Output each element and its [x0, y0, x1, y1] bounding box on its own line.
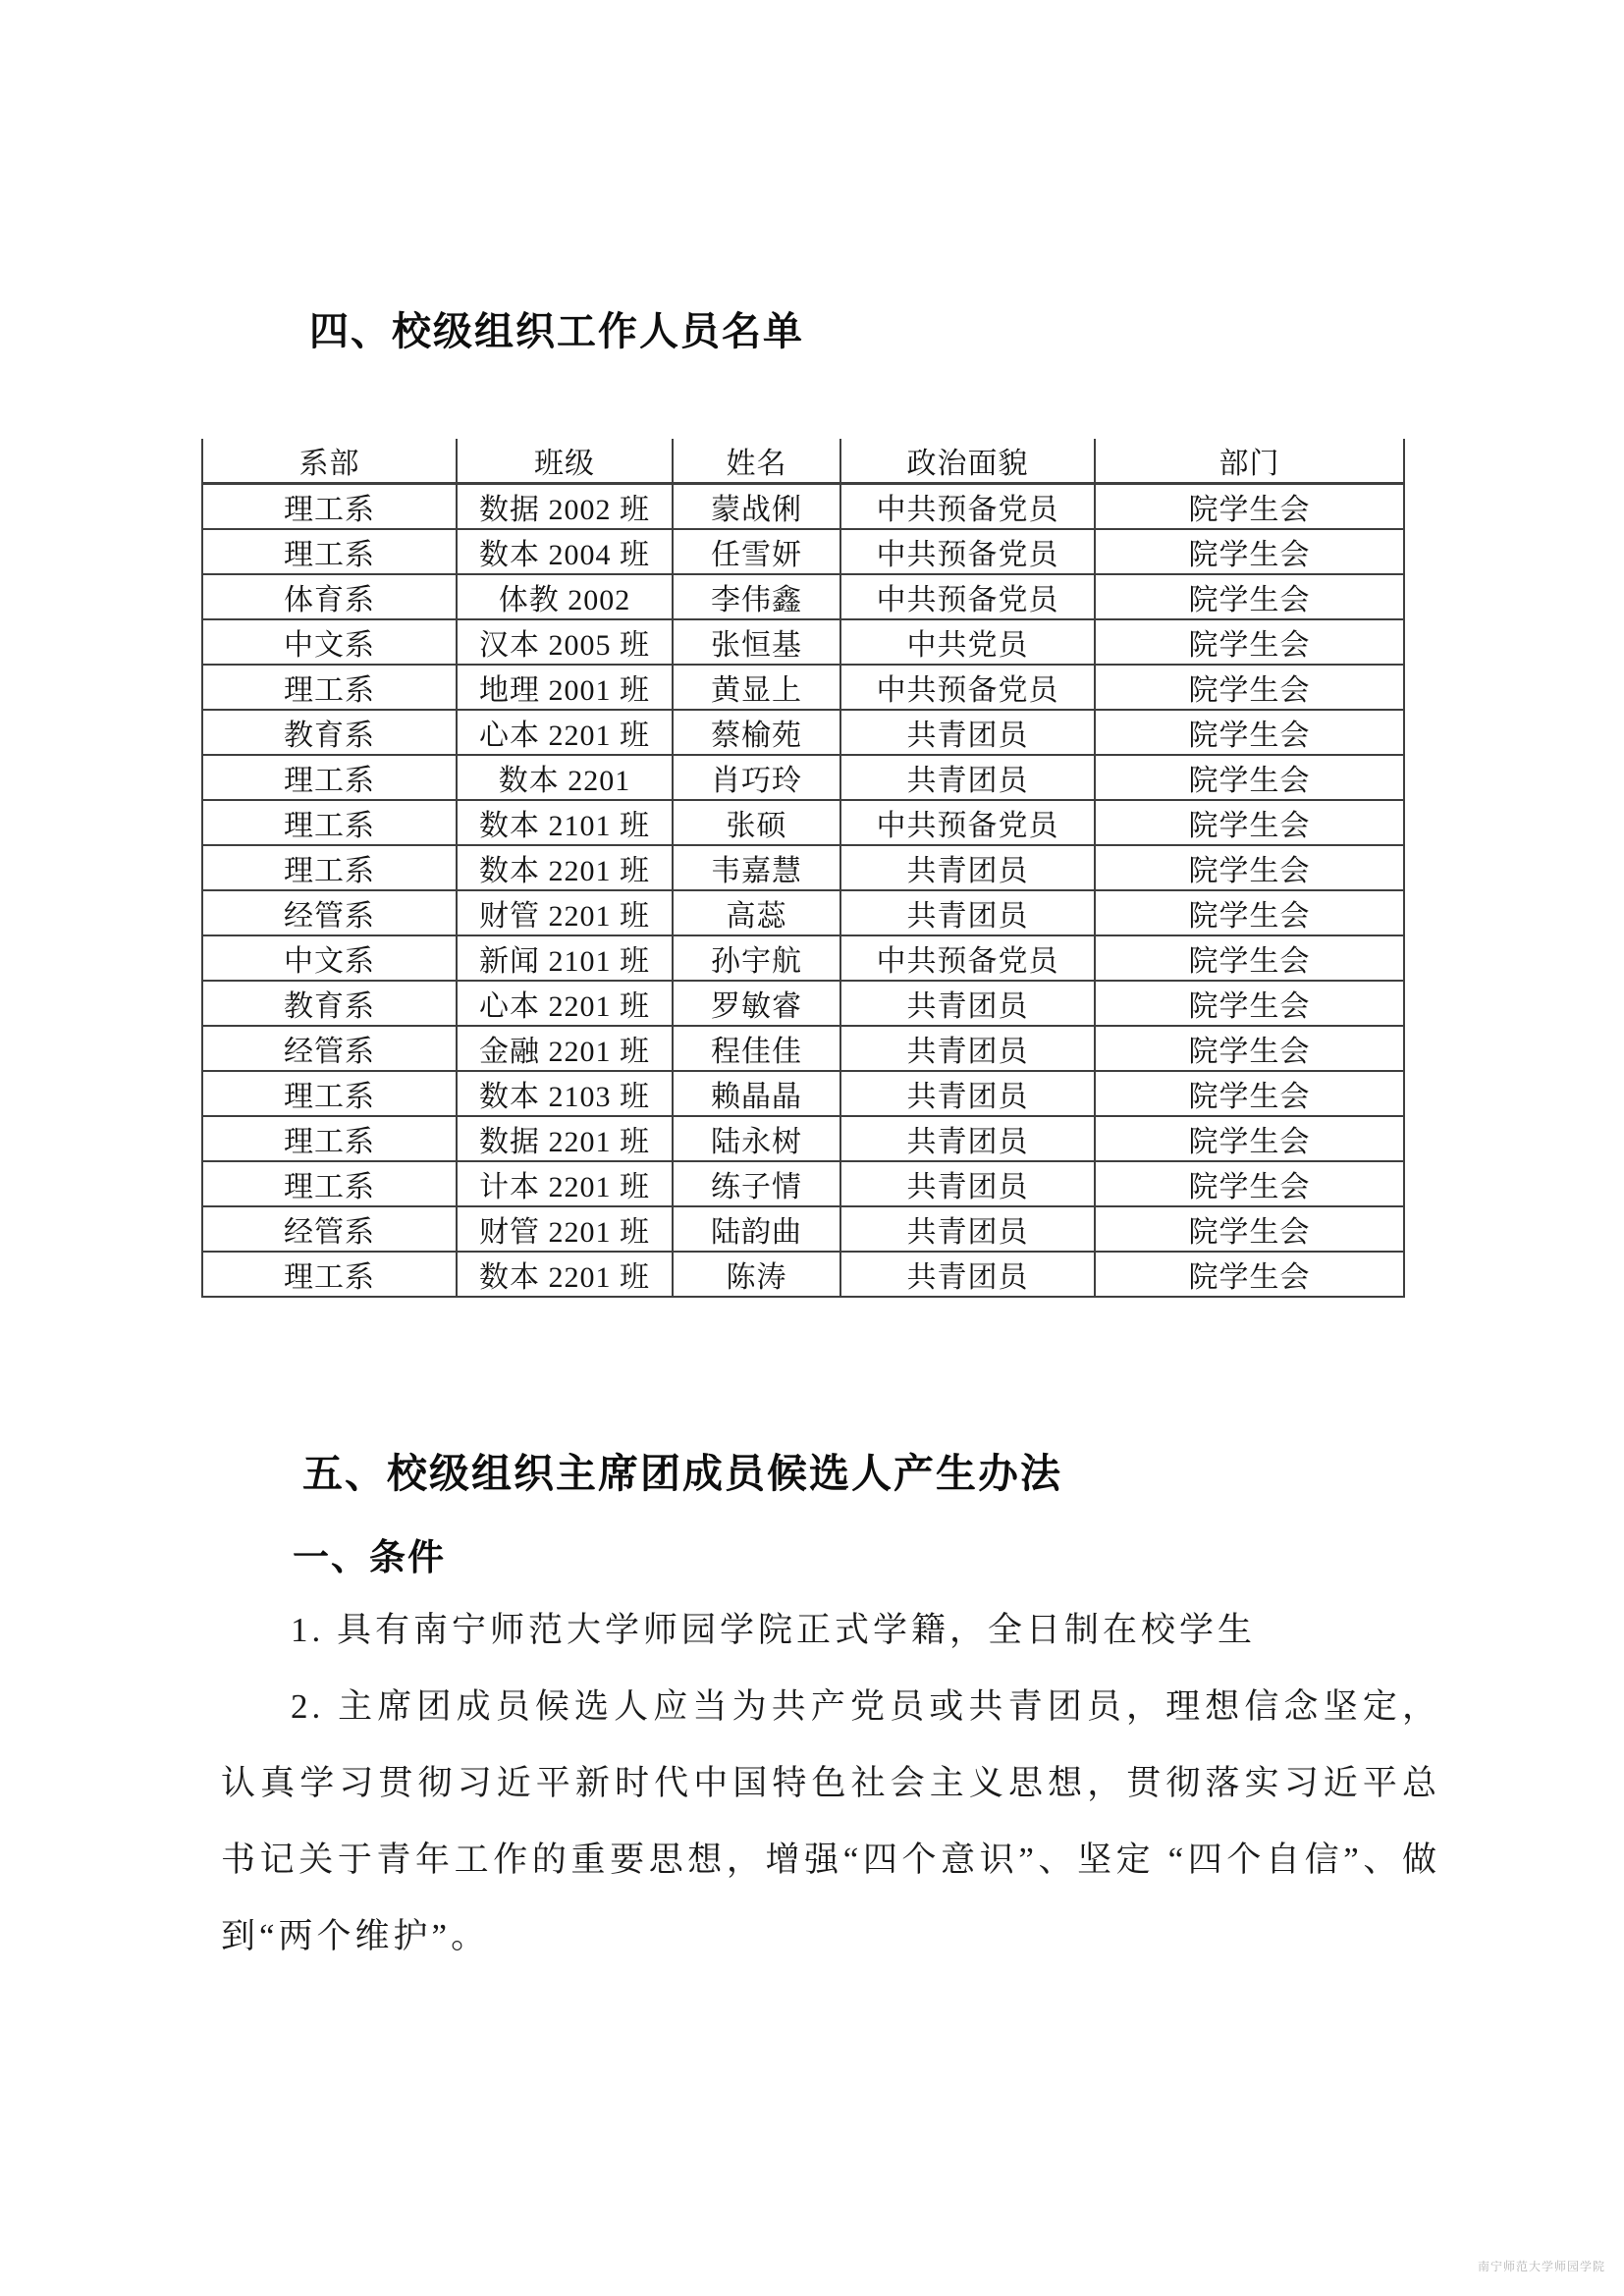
table-cell-class: 数本 2201 — [457, 755, 673, 800]
table-cell-name: 黄显上 — [673, 665, 840, 710]
table-cell-class: 新闻 2101 班 — [457, 935, 673, 981]
table-row — [202, 1116, 1404, 1161]
table-cell-org: 院学生会 — [1095, 1071, 1404, 1116]
table-cell-name: 陈涛 — [673, 1252, 840, 1297]
table-cell-org: 院学生会 — [1095, 619, 1404, 665]
table-cell-political: 中共预备党员 — [840, 935, 1095, 981]
staff-table-body — [202, 484, 1404, 1298]
table-cell-political: 共青团员 — [840, 1026, 1095, 1071]
table-cell-name: 蔡榆苑 — [673, 710, 840, 755]
table-row — [202, 981, 1404, 1026]
table-cell-political: 共青团员 — [840, 981, 1095, 1026]
table-cell-political: 中共预备党员 — [840, 800, 1095, 845]
table-cell-department: 理工系 — [202, 1161, 457, 1206]
table-cell-department: 中文系 — [202, 935, 457, 981]
table-cell-name: 韦嘉慧 — [673, 845, 840, 890]
table-cell-name: 程佳佳 — [673, 1026, 840, 1071]
table-cell-org: 院学生会 — [1095, 981, 1404, 1026]
table-cell-org: 院学生会 — [1095, 1252, 1404, 1297]
table-cell-class: 汉本 2005 班 — [457, 619, 673, 665]
table-row — [202, 1161, 1404, 1206]
table-cell-political: 中共预备党员 — [840, 529, 1095, 574]
table-cell-political: 中共党员 — [840, 619, 1095, 665]
table-row — [202, 755, 1404, 800]
table-header-cell-department: 系部 — [202, 439, 457, 484]
table-cell-department: 教育系 — [202, 710, 457, 755]
condition-paragraph-1: 1. 具有南宁师范大学师园学院正式学籍，全日制在校学生 — [291, 1611, 1257, 1649]
table-cell-name: 任雪妍 — [673, 529, 840, 574]
table-cell-name: 陆永树 — [673, 1116, 840, 1161]
table-cell-political: 中共预备党员 — [840, 484, 1095, 530]
table-row — [202, 890, 1404, 935]
table-cell-class: 数据 2002 班 — [457, 484, 673, 530]
table-cell-class: 心本 2201 班 — [457, 981, 673, 1026]
table-cell-class: 计本 2201 班 — [457, 1161, 673, 1206]
table-row — [202, 484, 1404, 530]
table-cell-name: 赖晶晶 — [673, 1071, 840, 1116]
table-cell-department: 教育系 — [202, 981, 457, 1026]
table-cell-department: 经管系 — [202, 1026, 457, 1071]
table-cell-org: 院学生会 — [1095, 1206, 1404, 1252]
table-cell-political: 共青团员 — [840, 890, 1095, 935]
table-cell-name: 孙宇航 — [673, 935, 840, 981]
table-row — [202, 710, 1404, 755]
table-cell-class: 数据 2201 班 — [457, 1116, 673, 1161]
table-cell-political: 共青团员 — [840, 710, 1095, 755]
table-cell-political: 共青团员 — [840, 1161, 1095, 1206]
table-cell-org: 院学生会 — [1095, 755, 1404, 800]
conditions-text-block — [221, 1592, 1440, 1975]
table-cell-org: 院学生会 — [1095, 890, 1404, 935]
table-row — [202, 800, 1404, 845]
table-cell-department: 理工系 — [202, 1116, 457, 1161]
table-cell-name: 罗敏睿 — [673, 981, 840, 1026]
table-cell-class: 财管 2201 班 — [457, 890, 673, 935]
table-cell-department: 理工系 — [202, 529, 457, 574]
table-cell-political: 共青团员 — [840, 845, 1095, 890]
table-cell-department: 理工系 — [202, 1252, 457, 1297]
condition-paragraph-2: 2. 主席团成员候选人应当为共产党员或共青团员，理想信念坚定，认真学习贯彻习近平新时代中国特色社会主义思想，贯彻落实习近平总书记关于青年工作的重要思想，增强“四个意识”、坚定 “四个自信”、做到“两个维护”。 — [221, 1687, 1440, 1955]
table-row — [202, 935, 1404, 981]
table-cell-name: 张恒基 — [673, 619, 840, 665]
table-cell-org: 院学生会 — [1095, 935, 1404, 981]
table-row — [202, 1252, 1404, 1297]
table-cell-department: 经管系 — [202, 890, 457, 935]
table-cell-org: 院学生会 — [1095, 574, 1404, 619]
table-cell-political: 中共预备党员 — [840, 665, 1095, 710]
table-cell-org: 院学生会 — [1095, 800, 1404, 845]
table-cell-political: 共青团员 — [840, 1116, 1095, 1161]
table-cell-department: 理工系 — [202, 484, 457, 530]
table-cell-name: 蒙战俐 — [673, 484, 840, 530]
table-row — [202, 1026, 1404, 1071]
table-cell-department: 理工系 — [202, 845, 457, 890]
table-cell-department: 理工系 — [202, 1071, 457, 1116]
section4-title: 四、校级组织工作人员名单 — [309, 310, 804, 353]
table-header-row — [202, 439, 1404, 484]
table-cell-name: 张硕 — [673, 800, 840, 845]
table-cell-political: 共青团员 — [840, 1252, 1095, 1297]
table-cell-department: 经管系 — [202, 1206, 457, 1252]
table-cell-org: 院学生会 — [1095, 665, 1404, 710]
table-cell-department: 理工系 — [202, 665, 457, 710]
table-row — [202, 1071, 1404, 1116]
conditions-heading: 一、条件 — [293, 1537, 446, 1577]
table-cell-class: 数本 2004 班 — [457, 529, 673, 574]
table-row — [202, 845, 1404, 890]
table-cell-political: 共青团员 — [840, 1206, 1095, 1252]
table-cell-department: 中文系 — [202, 619, 457, 665]
table-cell-name: 陆韵曲 — [673, 1206, 840, 1252]
table-cell-class: 数本 2103 班 — [457, 1071, 673, 1116]
table-row — [202, 1206, 1404, 1252]
table-cell-political: 共青团员 — [840, 1071, 1095, 1116]
table-cell-department: 理工系 — [202, 800, 457, 845]
table-header-cell-org: 部门 — [1095, 439, 1404, 484]
table-cell-department: 理工系 — [202, 755, 457, 800]
table-cell-org: 院学生会 — [1095, 1026, 1404, 1071]
table-cell-org: 院学生会 — [1095, 845, 1404, 890]
table-cell-name: 肖巧玲 — [673, 755, 840, 800]
table-cell-org: 院学生会 — [1095, 529, 1404, 574]
table-cell-name: 高蕊 — [673, 890, 840, 935]
watermark: 南宁师范大学师园学院 — [1477, 2260, 1605, 2273]
table-cell-department: 体育系 — [202, 574, 457, 619]
table-header-cell-class: 班级 — [457, 439, 673, 484]
table-row — [202, 529, 1404, 574]
table-cell-org: 院学生会 — [1095, 710, 1404, 755]
table-cell-class: 金融 2201 班 — [457, 1026, 673, 1071]
table-cell-class: 数本 2201 班 — [457, 1252, 673, 1297]
table-cell-class: 体教 2002 — [457, 574, 673, 619]
table-cell-name: 李伟鑫 — [673, 574, 840, 619]
staff-table — [201, 439, 1405, 1298]
table-cell-org: 院学生会 — [1095, 484, 1404, 530]
table-cell-org: 院学生会 — [1095, 1161, 1404, 1206]
table-row — [202, 574, 1404, 619]
table-cell-political: 中共预备党员 — [840, 574, 1095, 619]
table-header-cell-name: 姓名 — [673, 439, 840, 484]
table-cell-name: 练子情 — [673, 1161, 840, 1206]
table-row — [202, 665, 1404, 710]
table-cell-org: 院学生会 — [1095, 1116, 1404, 1161]
table-cell-political: 共青团员 — [840, 755, 1095, 800]
section5-title: 五、校级组织主席团成员候选人产生办法 — [302, 1451, 1062, 1496]
table-row — [202, 619, 1404, 665]
table-header-cell-political: 政治面貌 — [840, 439, 1095, 484]
table-cell-class: 数本 2201 班 — [457, 845, 673, 890]
table-cell-class: 心本 2201 班 — [457, 710, 673, 755]
table-cell-class: 财管 2201 班 — [457, 1206, 673, 1252]
table-cell-class: 地理 2001 班 — [457, 665, 673, 710]
table-cell-class: 数本 2101 班 — [457, 800, 673, 845]
